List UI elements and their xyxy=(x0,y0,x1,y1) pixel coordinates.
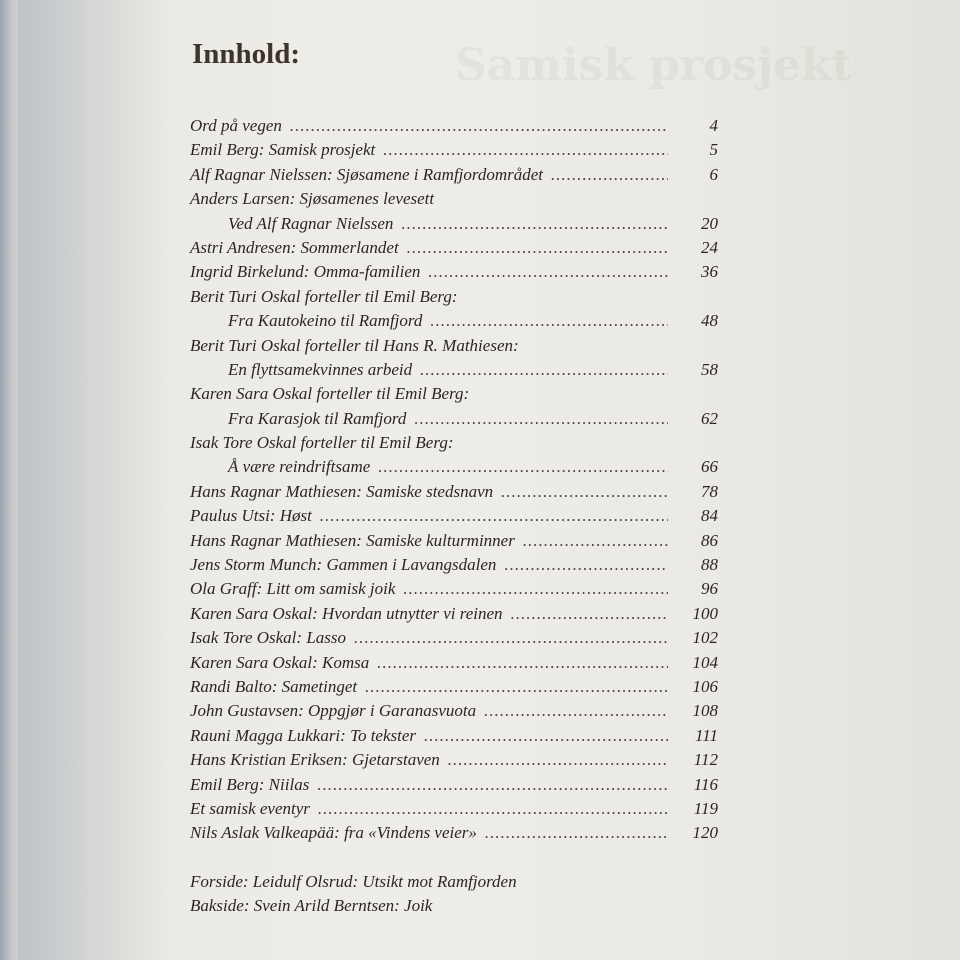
toc-entry-title: Hans Ragnar Mathiesen: Samiske stedsnavn xyxy=(190,481,494,501)
dot-leader xyxy=(383,138,668,162)
toc-page-number: 119 xyxy=(693,798,718,818)
toc-entry-title: En flyttsamekvinnes arbeid xyxy=(228,359,413,379)
toc-page-number: 62 xyxy=(701,408,718,428)
dot-leader xyxy=(317,773,668,797)
toc-entry-title: Astri Andresen: Sommerlandet xyxy=(190,237,399,257)
toc-entry xyxy=(190,821,718,845)
toc-entry xyxy=(190,626,718,650)
dot-leader xyxy=(511,602,668,626)
toc-page-number: 86 xyxy=(701,530,718,550)
toc-page-number: 58 xyxy=(701,359,718,379)
toc-entry-title: Emil Berg: Niilas xyxy=(190,774,310,794)
toc-entry-title: Å være reindriftsame xyxy=(228,457,371,477)
toc-entry-title: Emil Berg: Samisk prosjekt xyxy=(190,140,376,160)
toc-entry-title: Alf Ragnar Nielssen: Sjøsamene i Ramfjordområdet xyxy=(190,164,544,184)
dot-leader xyxy=(420,358,668,382)
toc-page-number: 5 xyxy=(709,140,718,160)
dot-leader xyxy=(414,407,668,431)
dot-leader xyxy=(504,553,668,577)
toc-entry-title: Ingrid Birkelund: Omma-familien xyxy=(190,262,421,282)
toc-page-number: 66 xyxy=(701,457,718,477)
bleed-through-text: Samisk prosjekt xyxy=(455,40,852,91)
toc-entry xyxy=(190,236,718,260)
dot-leader xyxy=(523,529,668,553)
toc-entry-title: John Gustavsen: Oppgjør i Garanasvuota xyxy=(190,701,477,721)
toc-page-number: 104 xyxy=(692,652,718,672)
toc-entry xyxy=(190,334,718,358)
toc-entry xyxy=(190,309,718,333)
toc-entry-title: Paulus Utsi: Høst xyxy=(190,506,312,526)
toc-entry-title: Ved Alf Ragnar Nielssen xyxy=(228,213,394,233)
page-title: Innhold: xyxy=(192,38,301,70)
toc-page-number: 48 xyxy=(701,311,718,331)
toc-entry xyxy=(190,529,718,553)
back-cover-credit: Bakside: Svein Arild Berntsen: Joik xyxy=(190,896,433,915)
table-of-contents xyxy=(190,114,718,846)
toc-entry-title: Fra Karasjok til Ramfjord xyxy=(228,408,407,428)
dot-leader xyxy=(377,651,668,675)
toc-page-number: 84 xyxy=(701,506,718,526)
toc-entry xyxy=(190,675,718,699)
toc-entry-title: Anders Larsen: Sjøsamenes levesett xyxy=(190,189,435,209)
toc-entry xyxy=(190,187,718,211)
dot-leader xyxy=(403,577,668,601)
toc-page-number: 111 xyxy=(695,725,718,745)
toc-entry-title: Jens Storm Munch: Gammen i Lavangsdalen xyxy=(190,555,497,575)
dot-leader xyxy=(448,748,668,772)
toc-page-number: 108 xyxy=(692,701,718,721)
toc-page-number: 112 xyxy=(693,750,718,770)
toc-entry xyxy=(190,797,718,821)
toc-page-number: 88 xyxy=(701,555,718,575)
gutter-shadow xyxy=(18,0,168,960)
cover-credits xyxy=(190,870,517,918)
toc-page-number: 6 xyxy=(709,164,718,184)
dot-leader xyxy=(318,797,668,821)
toc-entry-title: Hans Kristian Eriksen: Gjetarstaven xyxy=(190,750,440,770)
toc-entry xyxy=(190,431,718,455)
toc-entry xyxy=(190,163,718,187)
toc-entry-title: Ord på vegen xyxy=(190,116,282,135)
toc-entry xyxy=(190,773,718,797)
toc-page-number: 78 xyxy=(701,481,718,501)
toc-entry-title: Isak Tore Oskal forteller til Emil Berg: xyxy=(190,433,454,453)
toc-entry-title: Et samisk eventyr xyxy=(190,798,310,818)
toc-entry xyxy=(190,114,718,138)
toc-entry-title: Karen Sara Oskal: Hvordan utnytter vi reinen xyxy=(190,603,503,623)
toc-entry xyxy=(190,212,718,236)
dot-leader xyxy=(365,675,668,699)
dot-leader xyxy=(485,821,668,845)
toc-entry xyxy=(190,651,718,675)
dot-leader xyxy=(551,163,668,187)
toc-entry xyxy=(190,577,718,601)
dot-leader xyxy=(320,504,668,528)
toc-entry-title: Rauni Magga Lukkari: To tekster xyxy=(190,725,417,745)
dot-leader xyxy=(430,309,668,333)
toc-entry xyxy=(190,382,718,406)
toc-entry-title: Ola Graff: Litt om samisk joik xyxy=(190,579,396,599)
toc-page-number: 120 xyxy=(692,823,718,843)
dot-leader xyxy=(290,114,668,138)
toc-entry xyxy=(190,724,718,748)
toc-entry-title: Karen Sara Oskal forteller til Emil Berg: xyxy=(190,384,470,404)
toc-entry xyxy=(190,699,718,723)
toc-entry-title: Berit Turi Oskal forteller til Hans R. Mathiesen: xyxy=(190,335,519,355)
toc-entry xyxy=(190,480,718,504)
toc-page-number: 102 xyxy=(692,628,718,648)
toc-page-number: 96 xyxy=(701,579,718,599)
dot-leader xyxy=(401,212,668,236)
dot-leader xyxy=(407,236,668,260)
toc-entry xyxy=(190,138,718,162)
toc-entry xyxy=(190,285,718,309)
dot-leader xyxy=(354,626,668,650)
front-cover-credit: Forside: Leidulf Olsrud: Utsikt mot Ramfjorden xyxy=(190,872,517,891)
toc-entry-title: Hans Ragnar Mathiesen: Samiske kulturminner xyxy=(190,530,515,550)
dot-leader xyxy=(428,260,668,284)
toc-entry-title: Karen Sara Oskal: Komsa xyxy=(190,652,370,672)
toc-entry-title: Isak Tore Oskal: Lasso xyxy=(190,628,347,648)
toc-entry xyxy=(190,748,718,772)
dot-leader xyxy=(501,480,668,504)
toc-entry xyxy=(190,260,718,284)
book-spine xyxy=(0,0,18,960)
toc-entry xyxy=(190,407,718,431)
dot-leader xyxy=(378,455,668,479)
toc-page-number: 24 xyxy=(701,237,718,257)
toc-page-number: 116 xyxy=(693,774,718,794)
toc-page-number: 4 xyxy=(709,116,718,135)
toc-page-number: 106 xyxy=(692,676,718,696)
toc-entry-title: Nils Aslak Valkeapää: fra «Vindens veier» xyxy=(190,823,477,843)
toc-entry-title: Berit Turi Oskal forteller til Emil Berg: xyxy=(190,286,458,306)
toc-entry-title: Fra Kautokeino til Ramfjord xyxy=(228,311,423,331)
toc-entry xyxy=(190,358,718,382)
toc-page-number: 100 xyxy=(692,603,718,623)
toc-page-number: 20 xyxy=(701,213,718,233)
toc-entry xyxy=(190,504,718,528)
dot-leader xyxy=(484,699,668,723)
toc-entry xyxy=(190,553,718,577)
toc-page-number: 36 xyxy=(701,262,718,282)
toc-entry xyxy=(190,455,718,479)
toc-entry xyxy=(190,602,718,626)
dot-leader xyxy=(424,724,668,748)
toc-entry-title: Randi Balto: Sametinget xyxy=(190,676,358,696)
